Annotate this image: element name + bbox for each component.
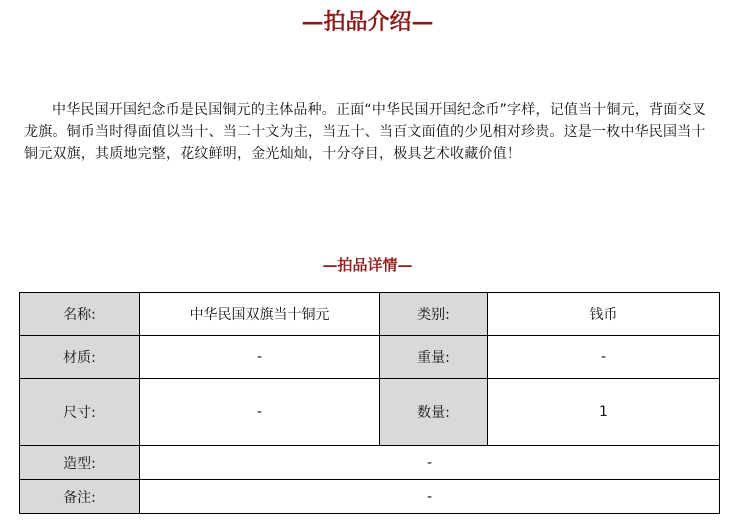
table-row (20, 336, 720, 379)
intro-paragraph: 中华民国开国纪念币是民国铜元的主体品种。正面“中华民国开国纪念币”字样，记值当十铜元，背面交叉龙旗。铜币当时得面值以当十、当二十文为主，当五十、当百文面值的少见相对珍贵。这是一枚中华民国当十铜元双旗，其质地完整，花纹鲜明，金光灿灿，十分夺目，极具艺术收藏价值！ (24, 102, 706, 162)
name-label: 名称: (20, 293, 140, 336)
quantity-label: 数量: (380, 379, 488, 446)
weight-label: 重量: (380, 336, 488, 379)
material-label: 材质: (20, 336, 140, 379)
material-value: - (140, 336, 380, 379)
table-row (20, 446, 720, 480)
weight-value: - (488, 336, 720, 379)
table-row (20, 379, 720, 446)
table-row (20, 480, 720, 514)
shape-value: - (140, 446, 720, 480)
remarks-value: - (140, 480, 720, 514)
shape-label: 造型: (20, 446, 140, 480)
details-heading: —拍品详情— (322, 256, 413, 274)
name-value: 中华民国双旗当十铜元 (140, 293, 380, 336)
size-value: - (140, 379, 380, 446)
remarks-label: 备注: (20, 480, 140, 514)
page-title: —拍品介绍— (301, 9, 434, 35)
details-table (19, 292, 720, 514)
quantity-value: 1 (488, 379, 720, 446)
category-value: 钱币 (488, 293, 720, 336)
size-label: 尺寸: (20, 379, 140, 446)
category-label: 类别: (380, 293, 488, 336)
table-row (20, 293, 720, 336)
